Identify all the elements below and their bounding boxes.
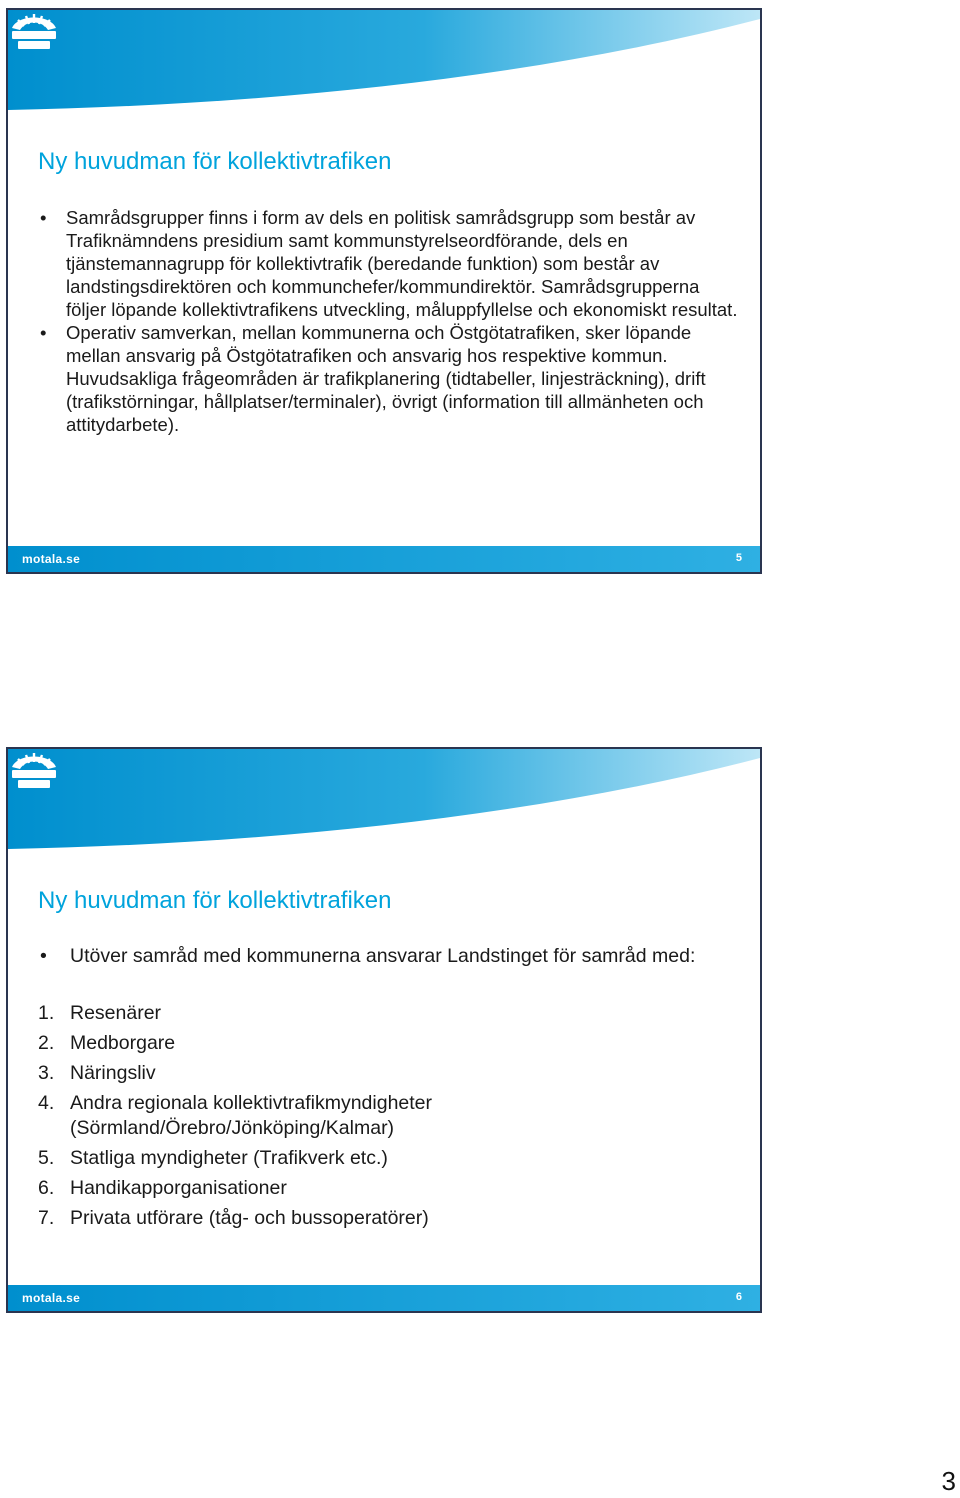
bullet-icon: • bbox=[40, 945, 47, 967]
numbered-item bbox=[38, 1091, 738, 1141]
footer-site-label: motala.se bbox=[22, 552, 81, 566]
item-text: Statliga myndigheter (Trafikverk etc.) bbox=[70, 1147, 388, 1169]
footer-background bbox=[8, 546, 762, 572]
slide-5 bbox=[6, 8, 762, 574]
numbered-list bbox=[38, 1001, 738, 1236]
item-text: Andra regionala kollektivtrafikmyndigheter (Sörmland/Örebro/Jönköping/Kalmar) bbox=[70, 1092, 433, 1139]
header-background bbox=[8, 10, 762, 138]
item-text: Medborgare bbox=[70, 1032, 176, 1054]
slide-title: Ny huvudman för kollektivtrafiken bbox=[38, 148, 392, 175]
item-number: 3. bbox=[38, 1062, 55, 1084]
slide-header bbox=[8, 10, 760, 138]
slide-6 bbox=[6, 747, 762, 1313]
numbered-item bbox=[38, 1146, 738, 1171]
numbered-item bbox=[38, 1061, 738, 1086]
bullet-icon: • bbox=[40, 207, 47, 228]
bullet-list bbox=[40, 206, 740, 436]
item-text: Näringsliv bbox=[70, 1062, 156, 1084]
header-background bbox=[8, 749, 762, 877]
bullet-text: Operativ samverkan, mellan kommunerna och Östgötatrafiken, sker löpande mellan ansvarig på Östgötatrafiken och ansvarig hos respektive kommun. Huvudsakliga frågeområden är trafikplanering (tidtabeller, linjesträckning), drift (trafikstörningar, hållplatser/terminaler), övrigt (information till allmänheten och attitydarbete). bbox=[66, 322, 706, 435]
motala-logo-icon bbox=[8, 10, 60, 50]
item-text: Resenärer bbox=[70, 1002, 162, 1024]
item-number: 1. bbox=[38, 1002, 55, 1024]
bullet-item bbox=[40, 206, 740, 321]
bullet-list bbox=[40, 943, 740, 969]
footer-slide-number: 5 bbox=[735, 552, 742, 564]
item-text: Handikapporganisationer bbox=[70, 1177, 287, 1199]
item-number: 4. bbox=[38, 1092, 55, 1114]
bullet-text: Samrådsgrupper finns i form av dels en politisk samrådsgrupp som består av Trafiknämndens presidium samt kommunstyrelseordförande, dels en tjänstemannagrupp för kollektivtrafik (beredande funktion) som består av landstingsdirektören och kommunchefer/kommundirektör. Samrådsgrupperna följer löpande kollektivtrafikens utveckling, måluppfyllelse och ekonomiskt resultat. bbox=[66, 207, 738, 320]
bullet-text: Utöver samråd med kommunerna ansvarar Landstinget för samråd med: bbox=[70, 945, 696, 967]
item-number: 5. bbox=[38, 1147, 55, 1169]
numbered-item bbox=[38, 1031, 738, 1056]
numbered-item bbox=[38, 1206, 738, 1231]
slide-header bbox=[8, 749, 760, 877]
footer-slide-number: 6 bbox=[735, 1291, 742, 1303]
item-number: 2. bbox=[38, 1032, 55, 1054]
numbered-item bbox=[38, 1176, 738, 1201]
slide-title: Ny huvudman för kollektivtrafiken bbox=[38, 887, 392, 914]
slide-footer bbox=[8, 1285, 760, 1311]
item-text: Privata utförare (tåg- och bussoperatörer) bbox=[70, 1207, 429, 1229]
item-number: 6. bbox=[38, 1177, 55, 1199]
item-number: 7. bbox=[38, 1207, 55, 1229]
footer-site-label: motala.se bbox=[22, 1291, 81, 1305]
bullet-item bbox=[40, 321, 740, 436]
footer-background bbox=[8, 1285, 762, 1311]
numbered-item bbox=[38, 1001, 738, 1026]
bullet-item bbox=[40, 943, 740, 969]
page-number: 3 bbox=[941, 1466, 956, 1496]
slide-footer bbox=[8, 546, 760, 572]
bullet-icon: • bbox=[40, 322, 47, 343]
motala-logo-icon bbox=[8, 749, 60, 789]
